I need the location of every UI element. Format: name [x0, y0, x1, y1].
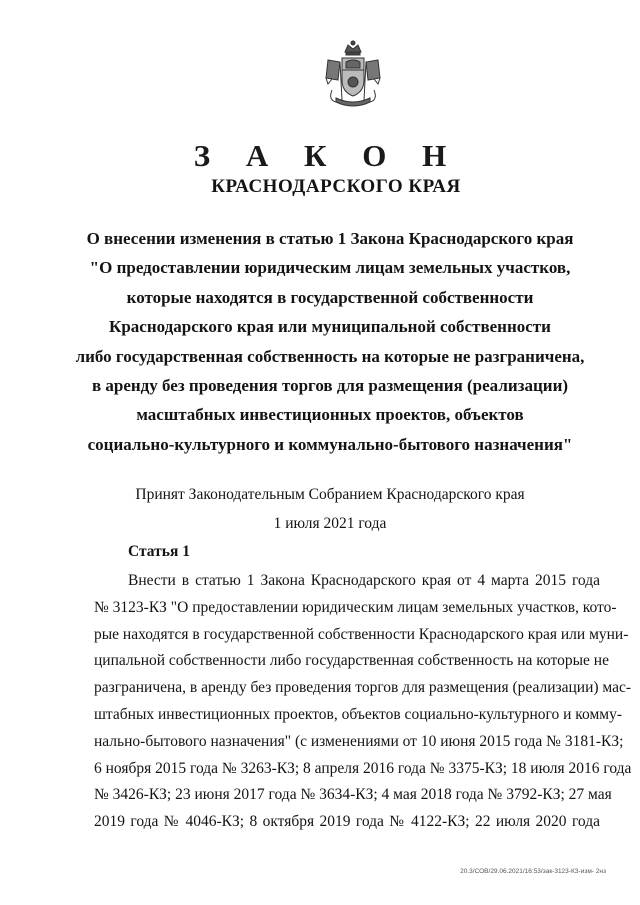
- law-heading: [60, 224, 600, 459]
- heading-line: социально-культурного и коммунально-бытового назначения": [87, 434, 573, 454]
- article-line: 2019 года № 4046-КЗ; 8 октября 2019 года № 4122-КЗ; 22 июля 2020 года: [94, 813, 600, 831]
- article-line: ципальной собственности либо государственная собственность на которые не: [94, 652, 609, 670]
- heading-line: либо государственная собственность на которые не разграничена,: [75, 346, 585, 366]
- article-line: № 3426-КЗ; 23 июня 2017 года № 3634-КЗ; 4 мая 2018 года № 3792-КЗ; 27 мая: [94, 786, 612, 804]
- heading-line: Краснодарского края или муниципальной собственности: [109, 317, 551, 337]
- article-line: № 3123-КЗ "О предоставлении юридическим лицам земельных участков, кото-: [94, 598, 617, 616]
- heading-line: в аренду без проведения торгов для размещения (реализации): [91, 376, 569, 396]
- article-line: разграничена, в аренду без проведения торгов для размещения (реализации) мас-: [94, 679, 632, 697]
- heading-line: которые находятся в государственной собственности: [126, 287, 534, 307]
- article-line: рые находятся в государственной собственности Краснодарского края или муни-: [94, 625, 629, 643]
- adoption-body: Принят Законодательным Собранием Краснодарского края: [135, 486, 525, 503]
- law-title: З А К О Н: [193, 138, 461, 173]
- coat-of-arms-icon: [318, 40, 388, 112]
- article-line: штабных инвестиционных проектов, объектов социально-культурного и комму-: [94, 705, 623, 723]
- article-line: 6 ноября 2015 года № 3263-КЗ; 8 апреля 2016 года № 3375-КЗ; 18 июля 2016 года: [94, 759, 632, 777]
- article-title: Статья 1: [128, 543, 190, 560]
- adoption-note: [60, 480, 600, 538]
- law-subtitle: КРАСНОДАРСКОГО КРАЯ: [211, 176, 461, 197]
- heading-line: масштабных инвестиционных проектов, объектов: [136, 405, 524, 425]
- heading-line: О внесении изменения в статью 1 Закона Краснодарского края: [86, 229, 574, 248]
- article-body: [94, 568, 632, 836]
- article-line: нально-бытового назначения" (с изменениями от 10 июня 2015 года № 3181-КЗ;: [94, 732, 624, 750]
- article-line: Внести в статью 1 Закона Краснодарского края от 4 марта 2015 года: [128, 572, 600, 589]
- heading-line: "О предоставлении юридическим лицам земельных участков,: [89, 258, 571, 278]
- adoption-date: 1 июля 2021 года: [273, 515, 387, 532]
- document-reference: 20.3/СОВ/29.06.2021/16:53/зак-3123-КЗ-изм- 2нз: [460, 868, 606, 875]
